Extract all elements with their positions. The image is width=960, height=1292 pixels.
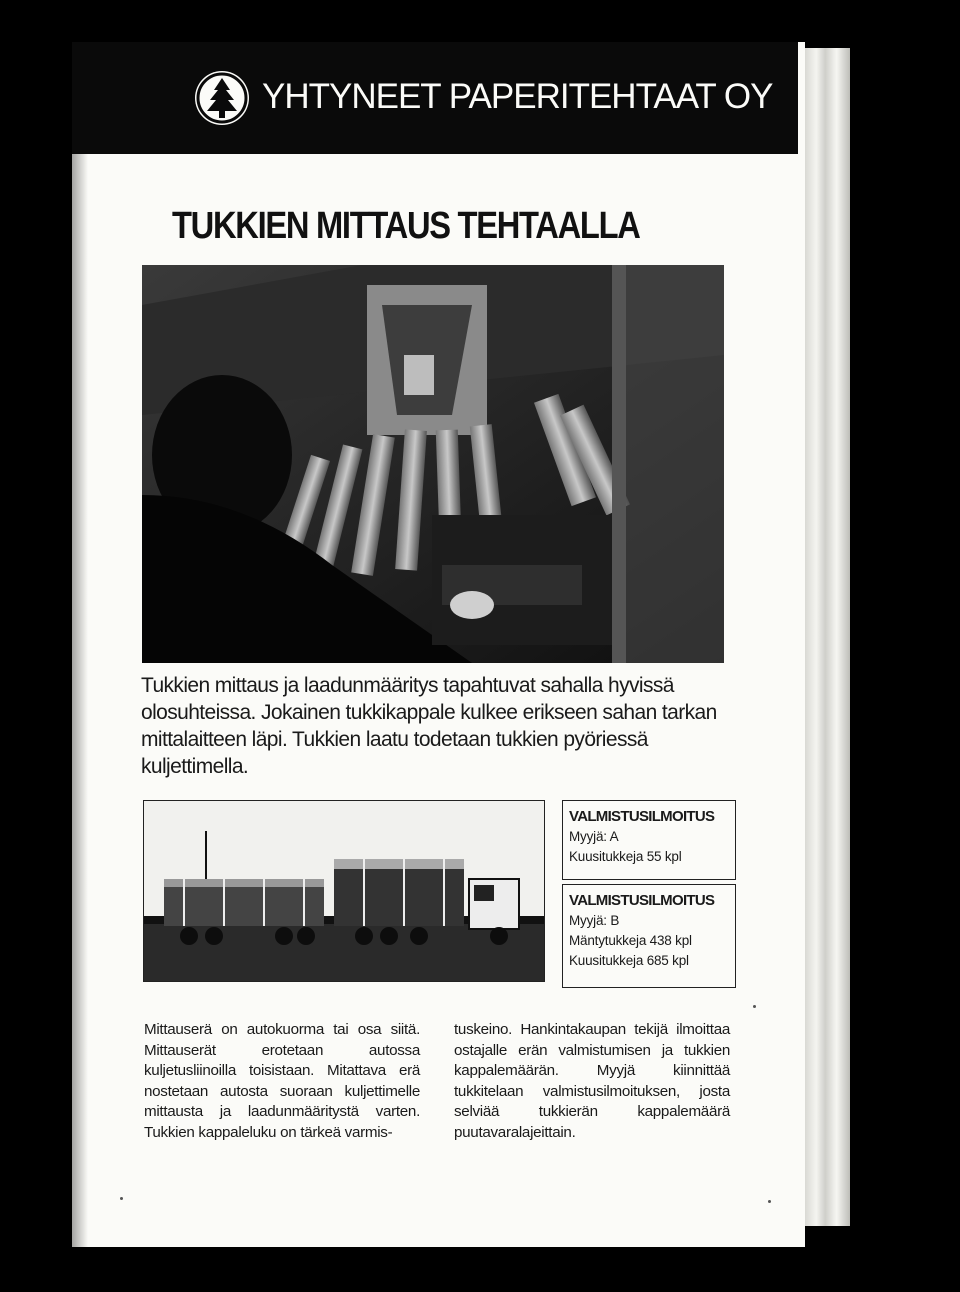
log-truck-photo bbox=[143, 800, 545, 982]
notice-seller: Myyjä: A bbox=[569, 829, 619, 844]
log-measurement-control-room-photo bbox=[142, 265, 724, 663]
speck bbox=[753, 1005, 756, 1008]
photo-caption: Tukkien mittaus ja laadunmääritys tapahtuvat sahalla hyvissä olosuhteissa. Jokainen tukkikappale kulkee erikseen sahan tarkan mittalaitteen läpi. Tukkien laatu todetaan tukkien pyöriessä kuljettimella. bbox=[141, 674, 717, 778]
manufacture-notice-a bbox=[562, 800, 736, 880]
binding-gutter-shadow bbox=[72, 42, 88, 1247]
speck bbox=[120, 1197, 123, 1200]
notice-title: VALMISTUSILMOITUS bbox=[569, 808, 715, 825]
body-text-column-2: tuskeino. Hankintakaupan tekijä ilmoittaa ostajalle erän valmistumisen ja tukkien kappalemäärän. Myyjä kiinnittää tukkitelaan valmistusilmoituksen, josta selviää tukkierän kappalemäärä puutavaralajeittain. bbox=[454, 1021, 730, 1141]
manufacture-notice-b bbox=[562, 884, 736, 988]
notice-spruce-count: Kuusitukkeja 55 kpl bbox=[569, 849, 682, 864]
page-title: TUKKIEN MITTAUS TEHTAALLA bbox=[172, 205, 640, 247]
spruce-tree-logo-icon bbox=[195, 71, 249, 125]
notice-spruce-count: Kuusitukkeja 685 kpl bbox=[569, 953, 689, 968]
notice-pine-count: Mäntytukkeja 438 kpl bbox=[569, 933, 692, 948]
notice-seller: Myyjä: B bbox=[569, 913, 620, 928]
notice-title: VALMISTUSILMOITUS bbox=[569, 892, 715, 909]
page-stack-edge bbox=[805, 48, 850, 1226]
company-name: YHTYNEET PAPERITEHTAAT OY bbox=[262, 77, 773, 116]
body-text-column-1: Mittauserä on autokuorma tai osa siitä. Mittauserät erotetaan autossa kuljetusliinoilla toisistaan. Mitattava erä nostetaan autosta suoraan kuljettimelle mittausta ja laadunmääritystä varten. Tukkien kappaleluku on tärkeä varmis- bbox=[144, 1021, 420, 1141]
speck bbox=[768, 1200, 771, 1203]
